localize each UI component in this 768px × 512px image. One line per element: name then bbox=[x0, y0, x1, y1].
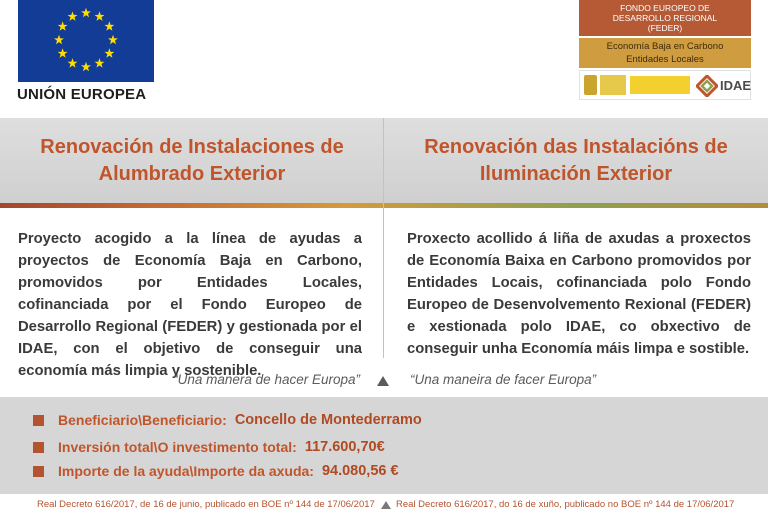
partner-logos bbox=[579, 70, 751, 100]
square-bullet-icon bbox=[33, 415, 44, 426]
eu-star-icon bbox=[104, 21, 114, 30]
triangle-separator-icon bbox=[381, 501, 391, 509]
title-galician bbox=[384, 134, 768, 188]
description-spanish: Proyecto acogido a la línea de ayudas a proyectos de Economía Baja en Carbono, promovidos por Entidades Locales, cofinanciada por el Fondo Europeo de Desarrollo Regional (FEDER) y gestionada por el IDAE, con el objetivo de conseguir una economía más limpia y sostenible. bbox=[18, 231, 362, 379]
footer-spanish: Real Decreto 616/2017, de 16 de junio, publicado en BOE nº 144 de 17/06/2017 bbox=[37, 499, 375, 510]
info-panel bbox=[0, 397, 768, 494]
slogan-galician: “Una maneira de facer Europa” bbox=[410, 372, 597, 387]
eu-label: UNIÓN EUROPEA bbox=[17, 86, 147, 103]
title-line: Iluminación Exterior bbox=[479, 163, 673, 185]
ministry-logo bbox=[630, 76, 690, 94]
footer bbox=[0, 494, 768, 512]
eco-line: Economía Baja en Carbono bbox=[606, 41, 724, 52]
government-logo-strip bbox=[600, 75, 626, 95]
eu-stars-icon bbox=[18, 0, 154, 82]
color-stripe bbox=[0, 203, 768, 208]
investment-label: Inversión total\O investimento total: bbox=[58, 439, 297, 455]
feder-line: DESARROLLO REGIONAL bbox=[612, 13, 718, 23]
aid-value: 94.080,56 € bbox=[321, 463, 399, 479]
aid-row bbox=[33, 460, 399, 482]
title-band bbox=[0, 118, 768, 208]
eco-line: Entidades Locales bbox=[626, 54, 704, 65]
title-spanish bbox=[0, 134, 384, 188]
triangle-separator-icon bbox=[377, 376, 389, 386]
beneficiary-row bbox=[33, 409, 422, 431]
eu-star-icon bbox=[58, 48, 68, 57]
eu-star-icon bbox=[54, 35, 64, 44]
eu-flag-logo bbox=[18, 0, 154, 82]
idae-logo-icon bbox=[696, 75, 718, 97]
investment-row bbox=[33, 436, 385, 458]
spain-government-crest-icon bbox=[584, 75, 597, 95]
beneficiary-label: Beneficiario\Beneficiario: bbox=[58, 412, 227, 428]
eu-star-icon bbox=[108, 35, 118, 44]
column-divider bbox=[383, 118, 384, 358]
footer-galician: Real Decreto 616/2017, do 16 de xuño, publicado no BOE nº 144 de 17/06/2017 bbox=[396, 499, 735, 510]
eu-star-icon bbox=[95, 11, 105, 20]
eu-star-icon bbox=[104, 48, 114, 57]
eu-star-icon bbox=[81, 62, 91, 71]
square-bullet-icon bbox=[33, 466, 44, 477]
feder-box bbox=[579, 0, 751, 36]
title-line: Alumbrado Exterior bbox=[98, 163, 286, 185]
eco-box bbox=[579, 38, 751, 68]
beneficiary-value: Concello de Montederramo bbox=[234, 412, 422, 428]
feder-line: FONDO EUROPEO DE bbox=[620, 3, 710, 13]
header bbox=[0, 0, 768, 118]
investment-value: 117.600,70€ bbox=[304, 439, 385, 455]
slogan-row bbox=[0, 364, 768, 394]
eu-star-icon bbox=[95, 58, 105, 67]
slogan-spanish: “Una manera de hacer Europa” bbox=[173, 372, 360, 387]
eu-star-icon bbox=[81, 8, 91, 17]
aid-label: Importe de la ayuda\Importe da axuda: bbox=[58, 463, 314, 479]
eu-star-icon bbox=[58, 21, 68, 30]
eu-star-icon bbox=[68, 11, 78, 20]
title-line: Renovación das Instalacións de bbox=[424, 136, 728, 158]
description-galician: Proxecto acollido á liña de axudas a proxectos de Economía Baixa en Carbono promovidos por Entidades Locais, cofinanciada polo Fondo Europeo de Desenvolvemento Rexional (FEDER) e xestionada polo IDAE, co obxectivo de conseguir unha Economía máis limpa e sostible. bbox=[407, 231, 751, 357]
square-bullet-icon bbox=[33, 442, 44, 453]
eu-star-icon bbox=[68, 58, 78, 67]
feder-line: (FEDER) bbox=[647, 23, 683, 33]
title-line: Renovación de Instalaciones de bbox=[40, 136, 344, 158]
idae-label: IDAE bbox=[720, 78, 752, 93]
